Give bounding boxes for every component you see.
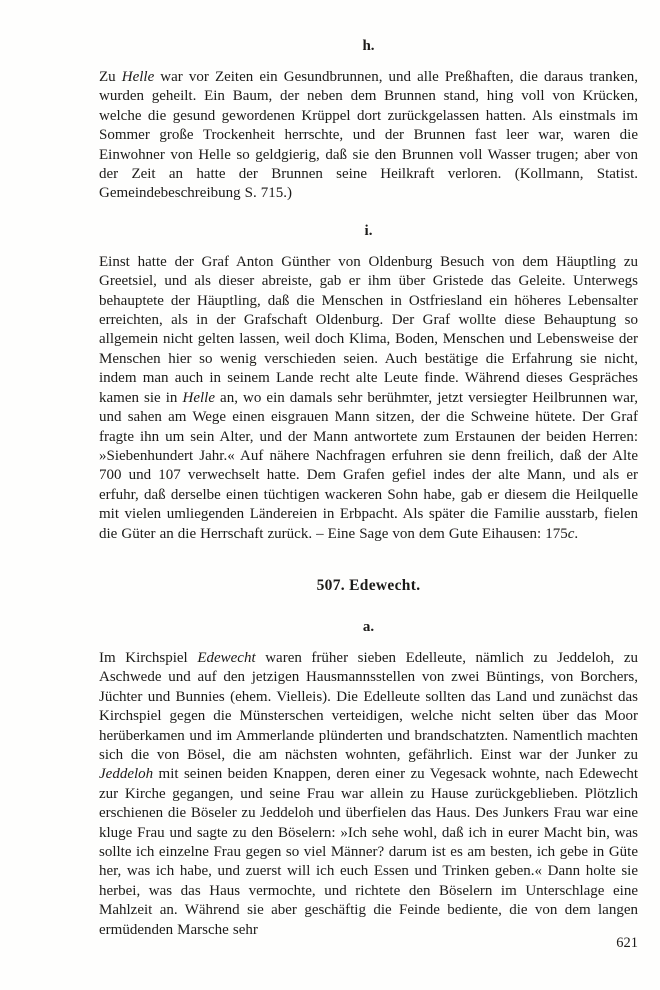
section-letter-heading: i. (364, 222, 373, 239)
text-run: war vor Zeiten ein Gesundbrunnen, und alle Preßhaften, die daraus tranken, wurden geheilt. Ein Baum, der neben dem Brunnen stand, hing voll von Krücken, welche die gesund gewordenen Krüppel dort zurückgelassen hatten. Als einstmals im Sommer große Trockenheit herrschte, und der Brunnen fast leer war, waren die Einwohner von Helle so geldgierig, daß sie den Brunnen voll Wasser trugen; aber von der Zeit an hatte der Brunnen seine Heilkraft verloren. (Kollmann, Statist. Gemeindebeschreibung S. 715.) (99, 69, 638, 202)
italic-text-run: Helle (121, 69, 155, 85)
paragraph (99, 68, 638, 204)
page-number: 621 (616, 935, 638, 951)
text-run: mit seinen beiden Knappen, deren einer zu Vegesack wohnte, nach Edewecht zur Kirche gegangen, und seine Frau war allein zu Hause zurückgeblieben. Plötzlich erschienen die Böseler zu Jeddeloh und überfielen das Haus. Des Junkers Frau war eine kluge Frau und sagte zu den Böselern: »Ich sehe wohl, daß ich in eurer Macht bin, was sollte ich einzelne Frau gegen so viel Männer? darum ist es am besten, ich gebe in Güte her, was ich habe, und zuerst will ich euch Essen und Trinken geben.« Dann holte sie herbei, was das Haus vermochte, und richtete den Böselern im Unterschlage eine Mahlzeit an. Während sie aber geschäftig die Feinde bediente, die von dem langen ermüdenden Marsche sehr (99, 766, 638, 938)
italic-text-run: Jeddeloh (99, 766, 154, 783)
text-block (99, 38, 638, 940)
text-run: . (574, 525, 579, 542)
text-run: Zu (99, 69, 122, 85)
text-run: Einst hatte der Graf Anton Günther von Oldenburg Besuch von dem Häuptling zu Greetsiel, und als dieser abreiste, gab er ihm über Gristede das Geleite. Unterwegs behauptete der Häuptling, daß die Menschen in Ostfriesland ein höheres Lebensalter erreichten, als in der Grafschaft Oldenburg. Der Graf wollte diese Behauptung so allgemein nicht gelten lassen, weil doch Klima, Boden, Menschen und Lebensweise der Menschen hier so wenig verschieden seien. Auch bestätige die Erfahrung sie nicht, indem man auch in seinem Lande recht alte Leute finde. Während dieses Gespräches kamen sie in (99, 253, 638, 406)
paragraph (99, 253, 638, 544)
italic-text-run: Edewecht (197, 649, 256, 666)
section-letter-heading: a. (362, 618, 375, 635)
text-run: an, wo ein damals sehr berühmter, jetzt versiegter Heilbrunnen war, und sahen am Wege einen eisgrauen Mann sitzen, der die Schweine hütete. Der Graf fragte ihn um sein Alter, und der Mann antwortete zum Erstaunen der beiden Herren: »Siebenhundert Jahr.« Auf nähere Nachfragen erfuhren sie denn freilich, daß der Alte 700 und 107 verwechselt hatte. Dem Grafen gefiel indes der alte Mann, und als er erfuhr, daß derselbe einen tüchtigen wackeren Sohn habe, gab er diesem die Heilquelle mit vielen umliegenden Ländereien in Erbpacht. Als später die Familie ausstarb, fielen die Güter an die Herrschaft zurück. – Eine Sage von dem Gute Eihausen: 175 (99, 389, 638, 542)
italic-text-run: c (567, 525, 575, 542)
section-letter-heading: h. (362, 38, 375, 54)
text-run: Im Kirchspiel (99, 649, 198, 666)
italic-text-run: Helle (182, 389, 215, 406)
chapter-heading: 507. Edewecht. (316, 576, 421, 594)
paragraph (99, 649, 638, 940)
text-run: waren früher sieben Edelleute, nämlich zu Jeddeloh, zu Aschwede und auf den jetzigen Hausmannsstellen von zwei Büntings, von Borchers, Jüchter und Bunnies (ehem. Vielleis). Die Edelleute sollten das Land und zunächst das Kirchspiel gegen die Münsterschen verteidigen, welche nicht selten über das Moor herüberkamen und im Ammerlande plünderten und brandschatzten. Namentlich machten sich die von Bösel, die am nächsten wohnten, gefährlich. Einst war der Junker zu (99, 649, 638, 763)
